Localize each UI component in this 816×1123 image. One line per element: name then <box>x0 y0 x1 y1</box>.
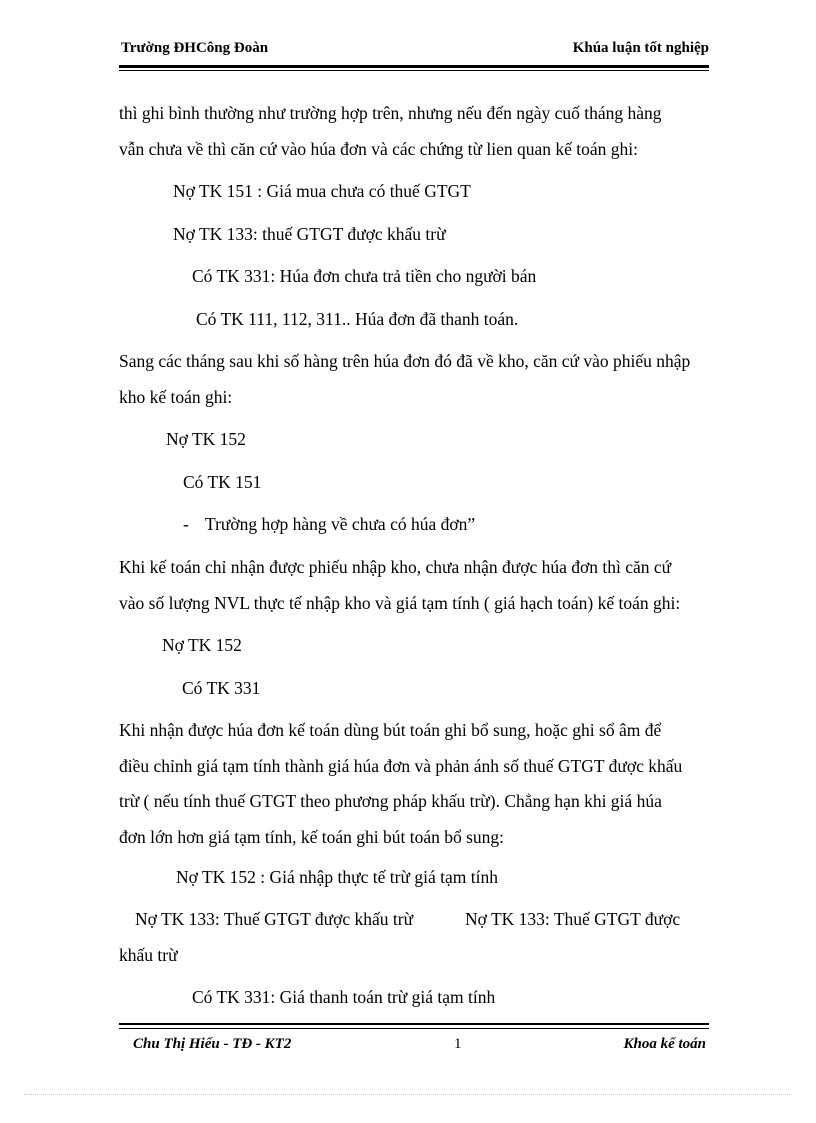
entry-line: Nợ TK 133: thuế GTGT được khấu trừ <box>173 224 446 244</box>
entry-line: Có TK 111, 112, 311.. Húa đơn đã thanh toán. <box>196 309 519 329</box>
body-line: đơn lớn hơn giá tạm tính, kế toán ghi bút toán bổ sung: <box>119 827 505 847</box>
entry-line: Có TK 331: Húa đơn chưa trả tiền cho người bán <box>192 266 537 286</box>
entry-line: Nợ TK 133: Thuế GTGT được <box>465 909 681 929</box>
body-line: vẫn chưa về thì căn cứ vào húa đơn và các chứng từ lien quan kế toán ghi: <box>119 139 639 159</box>
bullet-dash: - <box>183 514 189 534</box>
body-line: Khi kế toán chỉ nhận được phiếu nhập kho, chưa nhận được húa đơn thì căn cứ <box>119 557 672 577</box>
body-line: vào số lượng NVL thực tế nhập kho và giá tạm tính ( giá hạch toán) kế toán ghi: <box>119 593 681 613</box>
entry-line: Nợ TK 152 : Giá nhập thực tế trừ giá tạm tính <box>176 867 498 887</box>
header-school: Trường ĐHCông Đoàn <box>121 40 269 56</box>
header-rule <box>119 65 709 68</box>
entry-line: Nợ TK 152 <box>162 635 242 655</box>
entry-line: Nợ TK 152 <box>166 429 246 449</box>
bullet-text: Trường hợp hàng về chưa có húa đơn” <box>205 514 476 534</box>
body-line: thì ghi bình thường như trường hợp trên, nhưng nếu đến ngày cuố tháng hàng <box>119 103 662 123</box>
entry-line: Có TK 331: Giá thanh toán trừ giá tạm tính <box>192 987 496 1007</box>
footer-rule-thin <box>119 1028 709 1029</box>
entry-line: Nợ TK 151 : Giá mua chưa có thuế GTGT <box>173 181 471 201</box>
header-rule-thin <box>119 70 709 71</box>
body-line: Khi nhận được húa đơn kế toán dùng bút toán ghi bổ sung, hoặc ghi sổ âm để <box>119 720 662 740</box>
entry-line: Có TK 331 <box>182 678 261 698</box>
body-line: điều chỉnh giá tạm tính thành giá húa đơn và phản ánh số thuế GTGT được khấu <box>119 756 683 776</box>
footer-rule <box>119 1023 709 1025</box>
body-line: Sang các tháng sau khi số hàng trên húa đơn đó đã về kho, căn cứ vào phiếu nhập <box>119 351 691 371</box>
footer-author: Chu Thị Hiếu - TĐ - KT2 <box>133 1036 292 1052</box>
header-thesis: Khúa luận tốt nghiệp <box>572 40 709 56</box>
body-line: trừ ( nếu tính thuế GTGT theo phương pháp khấu trừ). Chẳng hạn khi giá húa <box>119 791 662 811</box>
page-number: 1 <box>454 1036 462 1052</box>
entry-line: Nợ TK 133: Thuế GTGT được khấu trừ <box>135 909 414 929</box>
page-edge-dotted-line <box>24 1094 792 1095</box>
body-line: khấu trừ <box>119 945 178 965</box>
body-line: kho kế toán ghi: <box>119 387 233 407</box>
entry-line: Có TK 151 <box>183 472 262 492</box>
footer-department: Khoa kế toán <box>623 1036 706 1052</box>
